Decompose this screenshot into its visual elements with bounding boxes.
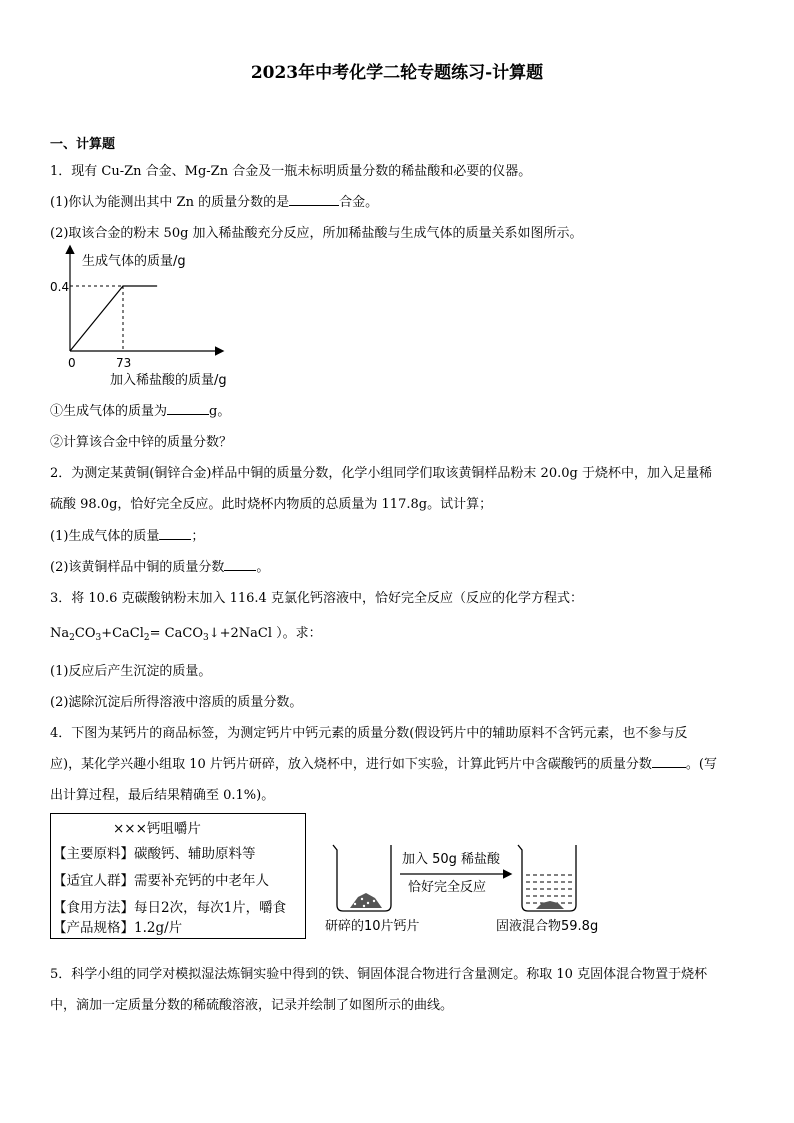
q5-line1: 5．科学小组的同学对模拟湿法炼铜实验中得到的铁、铜固体混合物进行含量测定。称取 10 克固体混合物置于烧杯 (50, 967, 708, 982)
product-label-audience: 【适宜人群】需要补充钙的中老年人 (53, 873, 269, 889)
q1-sub1-blank[interactable] (167, 402, 209, 415)
q4-line1: 4．下图为某钙片的商品标签，为测定钙片中钙元素的质量分数(假设钙片中的辅助原料不含钙元素，也不参与反 (50, 726, 688, 741)
arrow-label-bottom: 恰好完全反应 (408, 880, 487, 895)
beaker-right (518, 845, 576, 911)
chart-x-tick-73: 73 (116, 356, 132, 370)
q1-part2: (2)取该合金的粉末 50g 加入稀盐酸充分反应，所加稀盐酸与生成气体的质量关系如图所示。 (50, 226, 583, 241)
product-label-name: ×××钙咀嚼片 (113, 821, 201, 837)
q2-line1: 2．为测定某黄铜(铜锌合金)样品中铜的质量分数，化学小组同学们取该黄铜样品粉末 20.0g 于烧杯中，加入足量稀 (50, 466, 712, 481)
q2-part1-blank[interactable] (159, 527, 191, 540)
q2-line2: 硫酸 98.0g，恰好完全反应。此时烧杯内物质的总质量为 117.8g。试计算； (50, 497, 493, 512)
left-beaker-caption: 研碎的10片钙片 (325, 919, 420, 934)
product-label-spec: 【产品规格】1.2g/片 (53, 920, 183, 936)
product-label-ingredients: 【主要原料】碳酸钙、辅助原料等 (53, 846, 256, 862)
chart-y-tick-0.4: 0.4 (50, 280, 70, 294)
q1-part1-blank[interactable] (289, 193, 339, 206)
product-label (50, 813, 306, 939)
arrow-label-top: 加入 50g 稀盐酸 (402, 852, 501, 867)
q1-sub1: ①生成气体的质量为 g。 (50, 404, 231, 419)
experiment-diagram (320, 835, 610, 945)
chart-origin-label: 0 (68, 356, 76, 370)
q1-part1: (1)你认为能测出其中 Zn 的质量分数的是 合金。 (50, 195, 379, 210)
q2-part1: (1)生成气体的质量 ； (50, 529, 205, 544)
tablet-powder (350, 893, 382, 908)
product-label-usage: 【食用方法】每日2次，每次1片，嚼食 (53, 900, 287, 916)
q1-sub2: ②计算该合金中锌的质量分数？ (50, 435, 233, 450)
right-beaker-caption: 固液混合物59.8g (496, 919, 599, 934)
chart-series-line (70, 286, 157, 351)
q3-part2: (2)滤除沉淀后所得溶液中溶质的质量分数。 (50, 695, 303, 710)
chart-x-axis-label: 加入稀盐酸的质量/g (110, 373, 227, 388)
q2-part2-blank[interactable] (224, 558, 256, 571)
q1-chart (40, 242, 240, 392)
page-title: 2023年中考化学二轮专题练习-计算题 (250, 63, 544, 83)
q2-part2: (2)该黄铜样品中铜的质量分数 。 (50, 560, 270, 575)
q4-line2: 应)，某化学兴趣小组取 10 片钙片研碎，放入烧杯中，进行如下实验，计算此钙片中含碳酸钙的质量分数 。(写 (50, 757, 717, 772)
chart-y-axis-label: 生成气体的质量/g (82, 254, 186, 269)
precipitate (536, 901, 564, 909)
q3-equation: $Na_2CO_3+CaCl_2=$ CaCO$_3$↓+2NaCl ）。求： (50, 626, 322, 643)
q4-line3: 出计算过程，最后结果精确至 0.1%)。 (50, 788, 275, 803)
q4-blank[interactable] (652, 755, 686, 768)
q1-stem: 1．现有 Cu-Zn 合金、Mg-Zn 合金及一瓶未标明质量分数的稀盐酸和必要的仪器。 (50, 164, 532, 179)
q3-line1: 3．将 10.6 克碳酸钠粉末加入 116.4 克氯化钙溶液中，恰好完全反应（反应的化学方程式： (50, 591, 583, 606)
liquid-lines (526, 875, 572, 903)
q3-part1: (1)反应后产生沉淀的质量。 (50, 664, 212, 679)
q5-line2: 中，滴加一定质量分数的稀硫酸溶液，记录并绘制了如图所示的曲线。 (50, 998, 454, 1013)
section-heading: 一、计算题 (50, 137, 116, 152)
